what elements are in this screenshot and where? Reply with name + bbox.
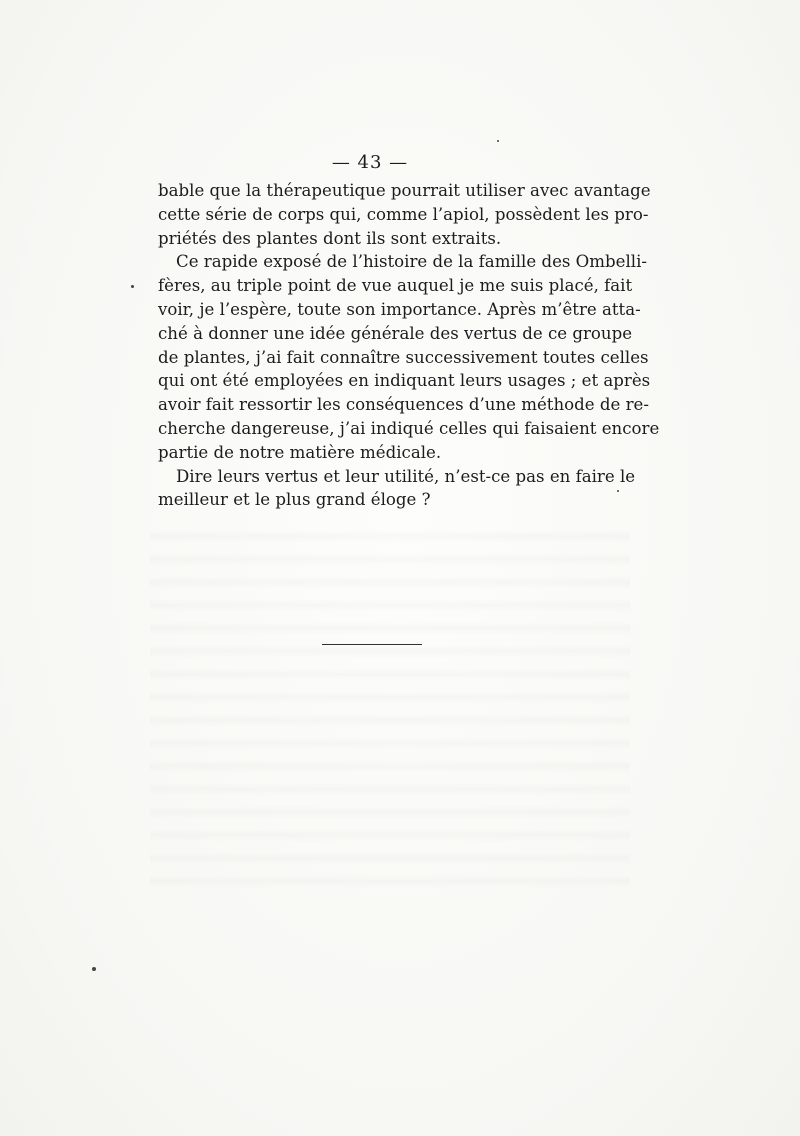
ink-speck [497, 140, 499, 142]
text-line: cette série de corps qui, comme l’apiol, possèdent les pro- [158, 204, 649, 224]
text-line: voir, je l’espère, toute son importance. Après m’être atta- [158, 299, 641, 319]
show-through-text [150, 530, 630, 890]
text-line: priétés des plantes dont ils sont extraits. [158, 228, 502, 248]
text-line: ché à donner une idée générale des vertus de ce groupe [158, 323, 633, 343]
text-line: Dire leurs vertus et leur utilité, n’est-ce pas en faire le [176, 466, 636, 486]
ink-speck [617, 490, 619, 492]
text-line: meilleur et le plus grand éloge ? [158, 490, 431, 510]
text-line: fères, au triple point de vue auquel je me suis placé, fait [158, 276, 633, 296]
ink-speck [92, 967, 96, 971]
ink-speck [131, 285, 134, 288]
text-line: partie de notre matière médicale. [158, 442, 442, 462]
page-number: — 43 — [331, 152, 409, 173]
text-line: Ce rapide exposé de l’histoire de la famille des Ombelli- [176, 252, 647, 272]
closing-rule [322, 644, 422, 645]
text-line: avoir fait ressortir les conséquences d’une méthode de re- [158, 395, 649, 415]
body-text [158, 179, 660, 512]
text-line: qui ont été employées en indiquant leurs usages ; et après [158, 371, 651, 391]
text-line: bable que la thérapeutique pourrait utiliser avec avantage [158, 181, 651, 200]
text-line: de plantes, j’ai fait connaître successivement toutes celles [158, 347, 649, 367]
text-line: cherche dangereuse, j’ai indiqué celles qui faisaient encore [158, 418, 660, 438]
